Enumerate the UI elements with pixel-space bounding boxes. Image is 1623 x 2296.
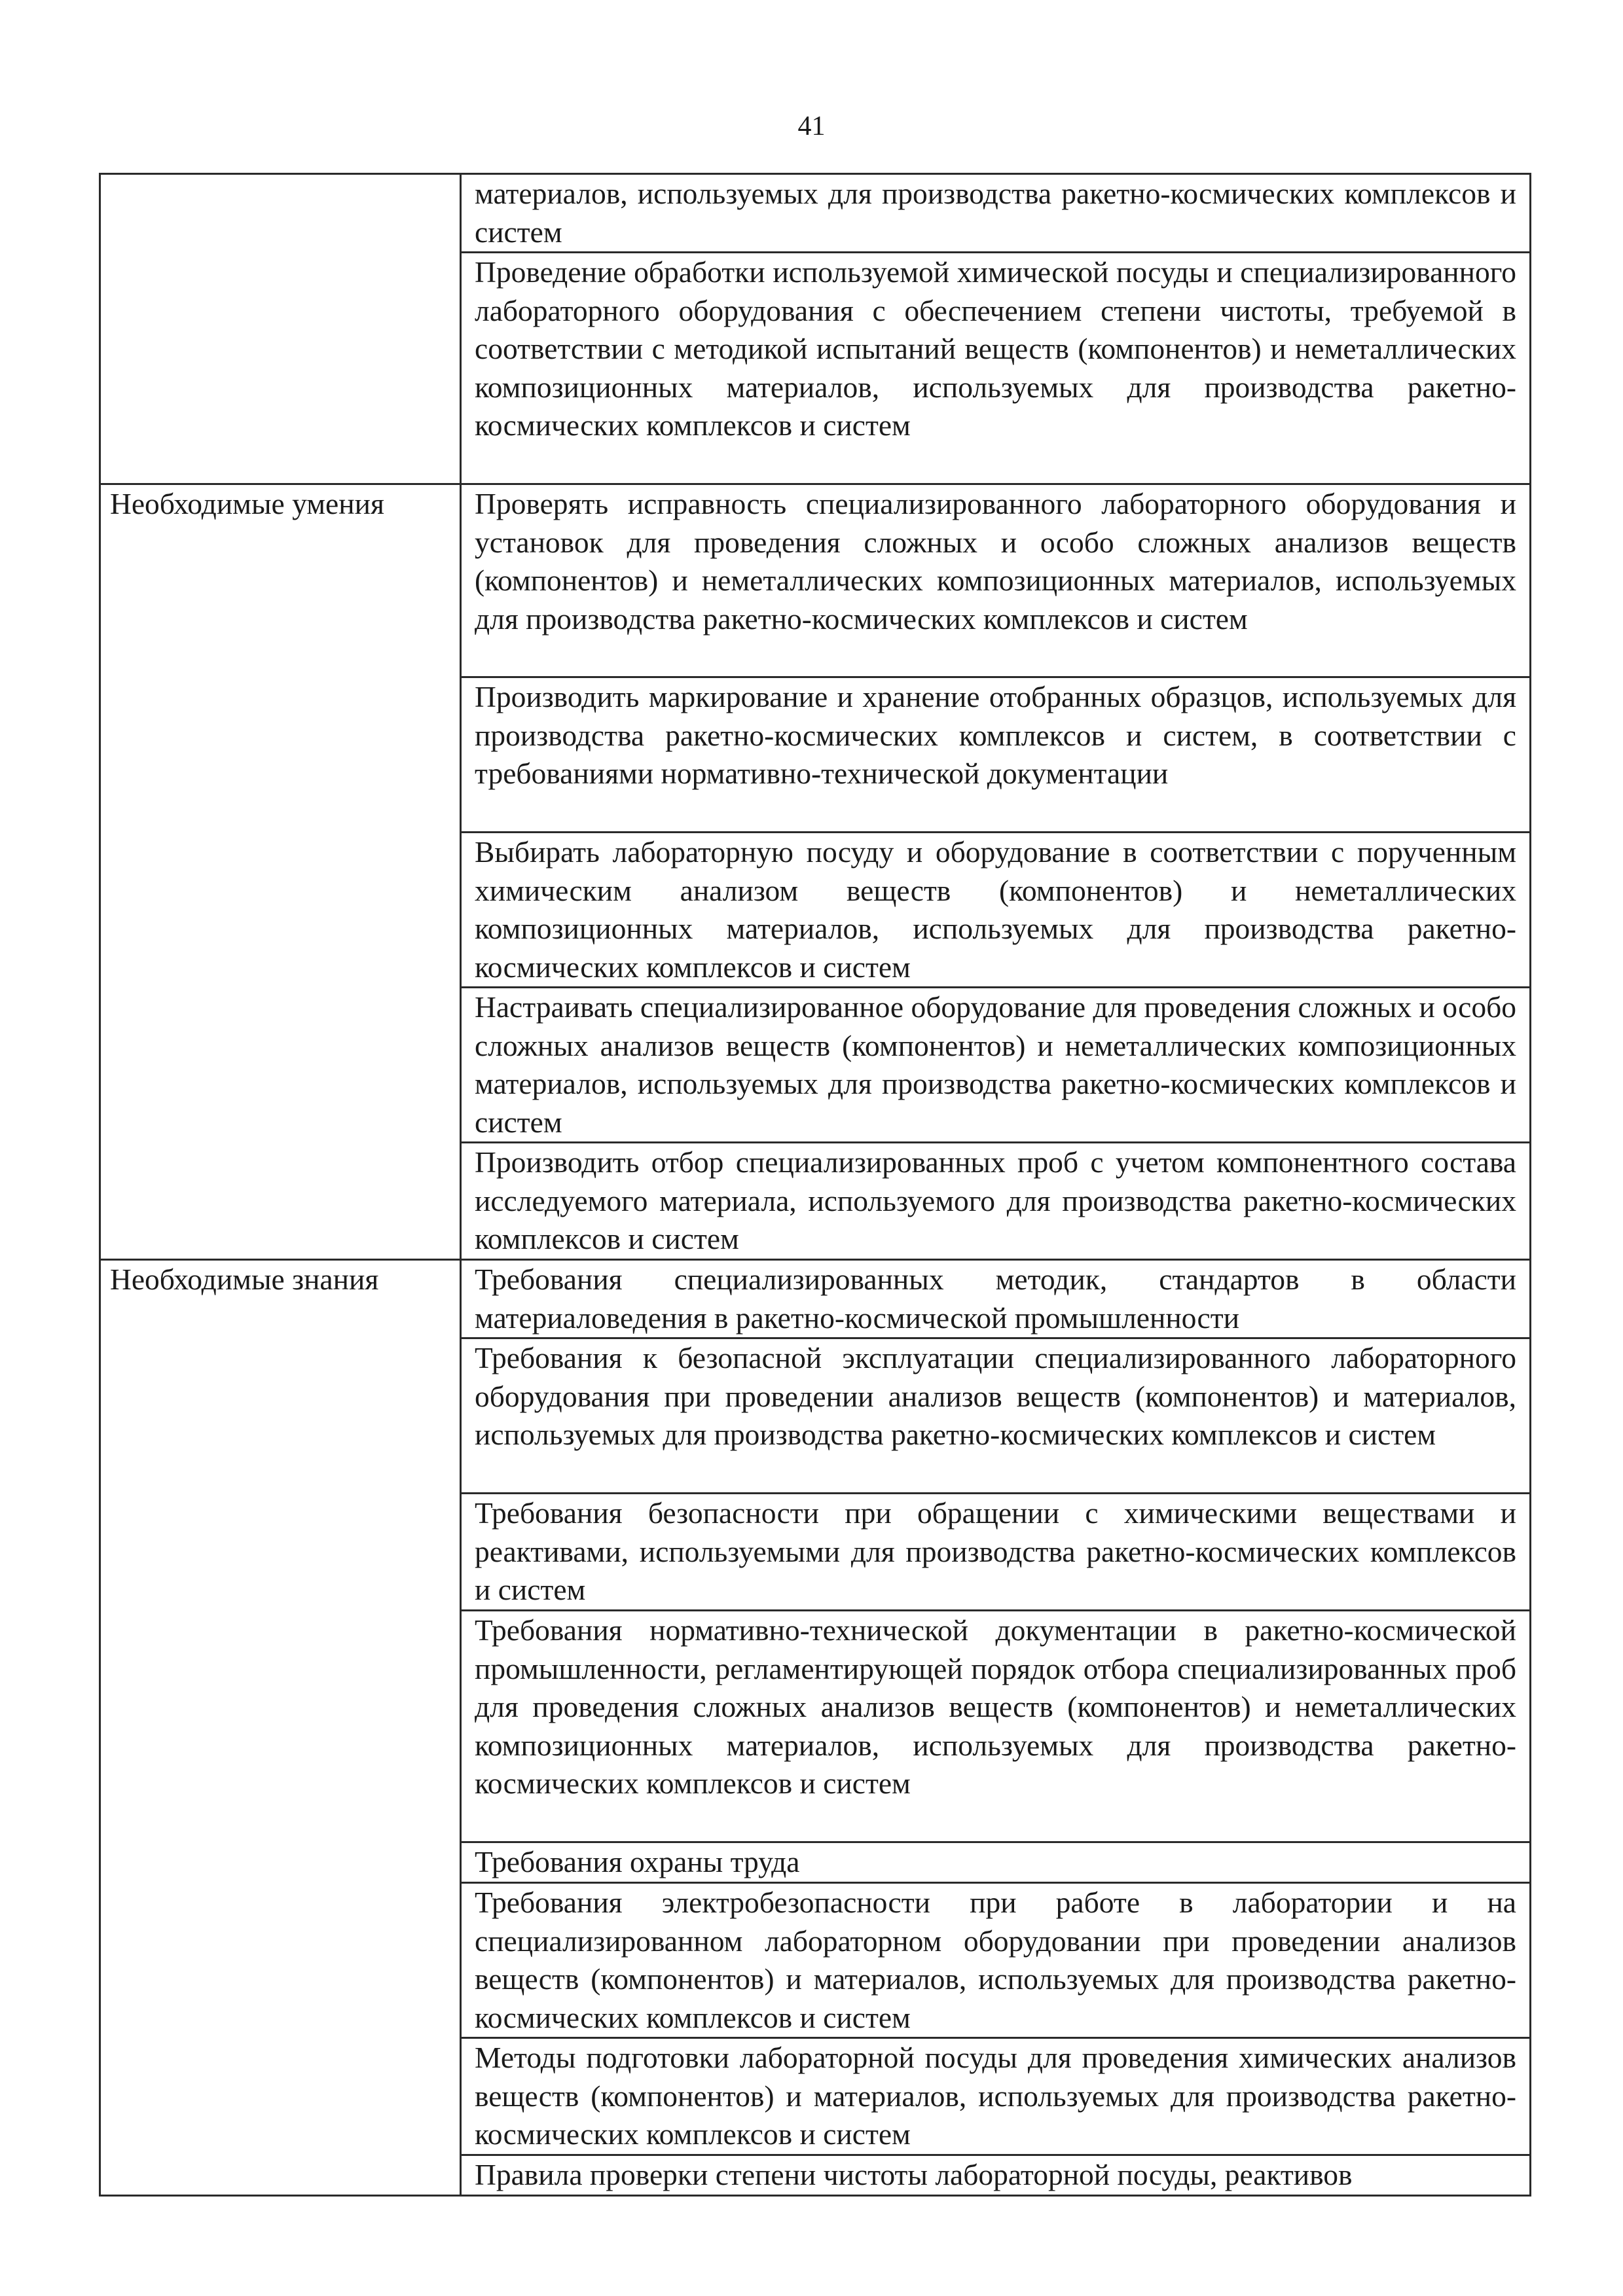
table-cell: Проверять исправность специализированного лабораторного оборудования и установок для проведения сложных и особо сложных анализов веществ (компонентов) и неметаллических композиционных материалов, используемых для производства ракетно-космических комплексов и систем	[461, 484, 1531, 677]
table-row	[100, 484, 1531, 677]
table-body	[100, 174, 1531, 2196]
table-cell: Требования электробезопасности при работе в лаборатории и на специализированном лабораторном оборудовании при проведении анализов веществ (компонентов) и материалов, используемых для производства ракетно-космических комплексов и систем	[461, 1883, 1531, 2038]
table-cell: Производить отбор специализированных проб с учетом компонентного состава исследуемого материала, используемого для производства ракетно-космических комплексов и систем	[461, 1143, 1531, 1260]
page-number: 41	[797, 111, 826, 141]
row-label-cell: Необходимые знания	[100, 1260, 461, 2196]
table-cell: Методы подготовки лабораторной посуды для проведения химических анализов веществ (компонентов) и материалов, используемых для производства ракетно-космических комплексов и систем	[461, 2038, 1531, 2155]
table-cell: материалов, используемых для производства ракетно-космических комплексов и систем	[461, 174, 1531, 253]
table-cell: Требования охраны труда	[461, 1842, 1531, 1883]
table-cell: Требования к безопасной эксплуатации специализированного лабораторного оборудования при проведении анализов веществ (компонентов) и материалов, используемых для производства ракетно-космических комплексов и систем	[461, 1338, 1531, 1494]
table-row	[100, 174, 1531, 253]
table-cell: Производить маркирование и хранение отобранных образцов, используемых для производства ракетно-космических комплексов и систем, в соответствии с требованиями нормативно-технической документации	[461, 677, 1531, 833]
table-cell: Настраивать специализированное оборудование для проведения сложных и особо сложных анализов веществ (компонентов) и неметаллических композиционных материалов, используемых для производства ракетно-космических комплексов и систем	[461, 988, 1531, 1143]
row-label-cell	[100, 174, 461, 484]
table-cell: Требования нормативно-технической документации в ракетно-космической промышленности, регламентирующей порядок отбора специализированных проб для проведения сложных анализов веществ (компонентов) и неметаллических композиционных материалов, используемых для производства ракетно-космических комплексов и систем	[461, 1611, 1531, 1842]
table-cell: Требования безопасности при обращении с химическими веществами и реактивами, используемыми для производства ракетно-космических комплексов и систем	[461, 1494, 1531, 1611]
table-cell: Выбирать лабораторную посуду и оборудование в соответствии с порученным химическим анализом веществ (компонентов) и неметаллических композиционных материалов, используемых для производства ракетно-космических комплексов и систем	[461, 833, 1531, 988]
table-cell: Правила проверки степени чистоты лабораторной посуды, реактивов	[461, 2155, 1531, 2196]
table-cell: Требования специализированных методик, стандартов в области материаловедения в ракетно-космической промышленности	[461, 1260, 1531, 1338]
table-cell: Проведение обработки используемой химической посуды и специализированного лабораторного оборудования с обеспечением степени чистоты, требуемой в соответствии с методикой испытаний веществ (компонентов) и неметаллических композиционных материалов, используемых для производства ракетно-космических комплексов и систем	[461, 253, 1531, 484]
row-label-cell: Необходимые умения	[100, 484, 461, 1260]
table-row	[100, 1260, 1531, 1338]
requirements-table	[99, 173, 1531, 2197]
